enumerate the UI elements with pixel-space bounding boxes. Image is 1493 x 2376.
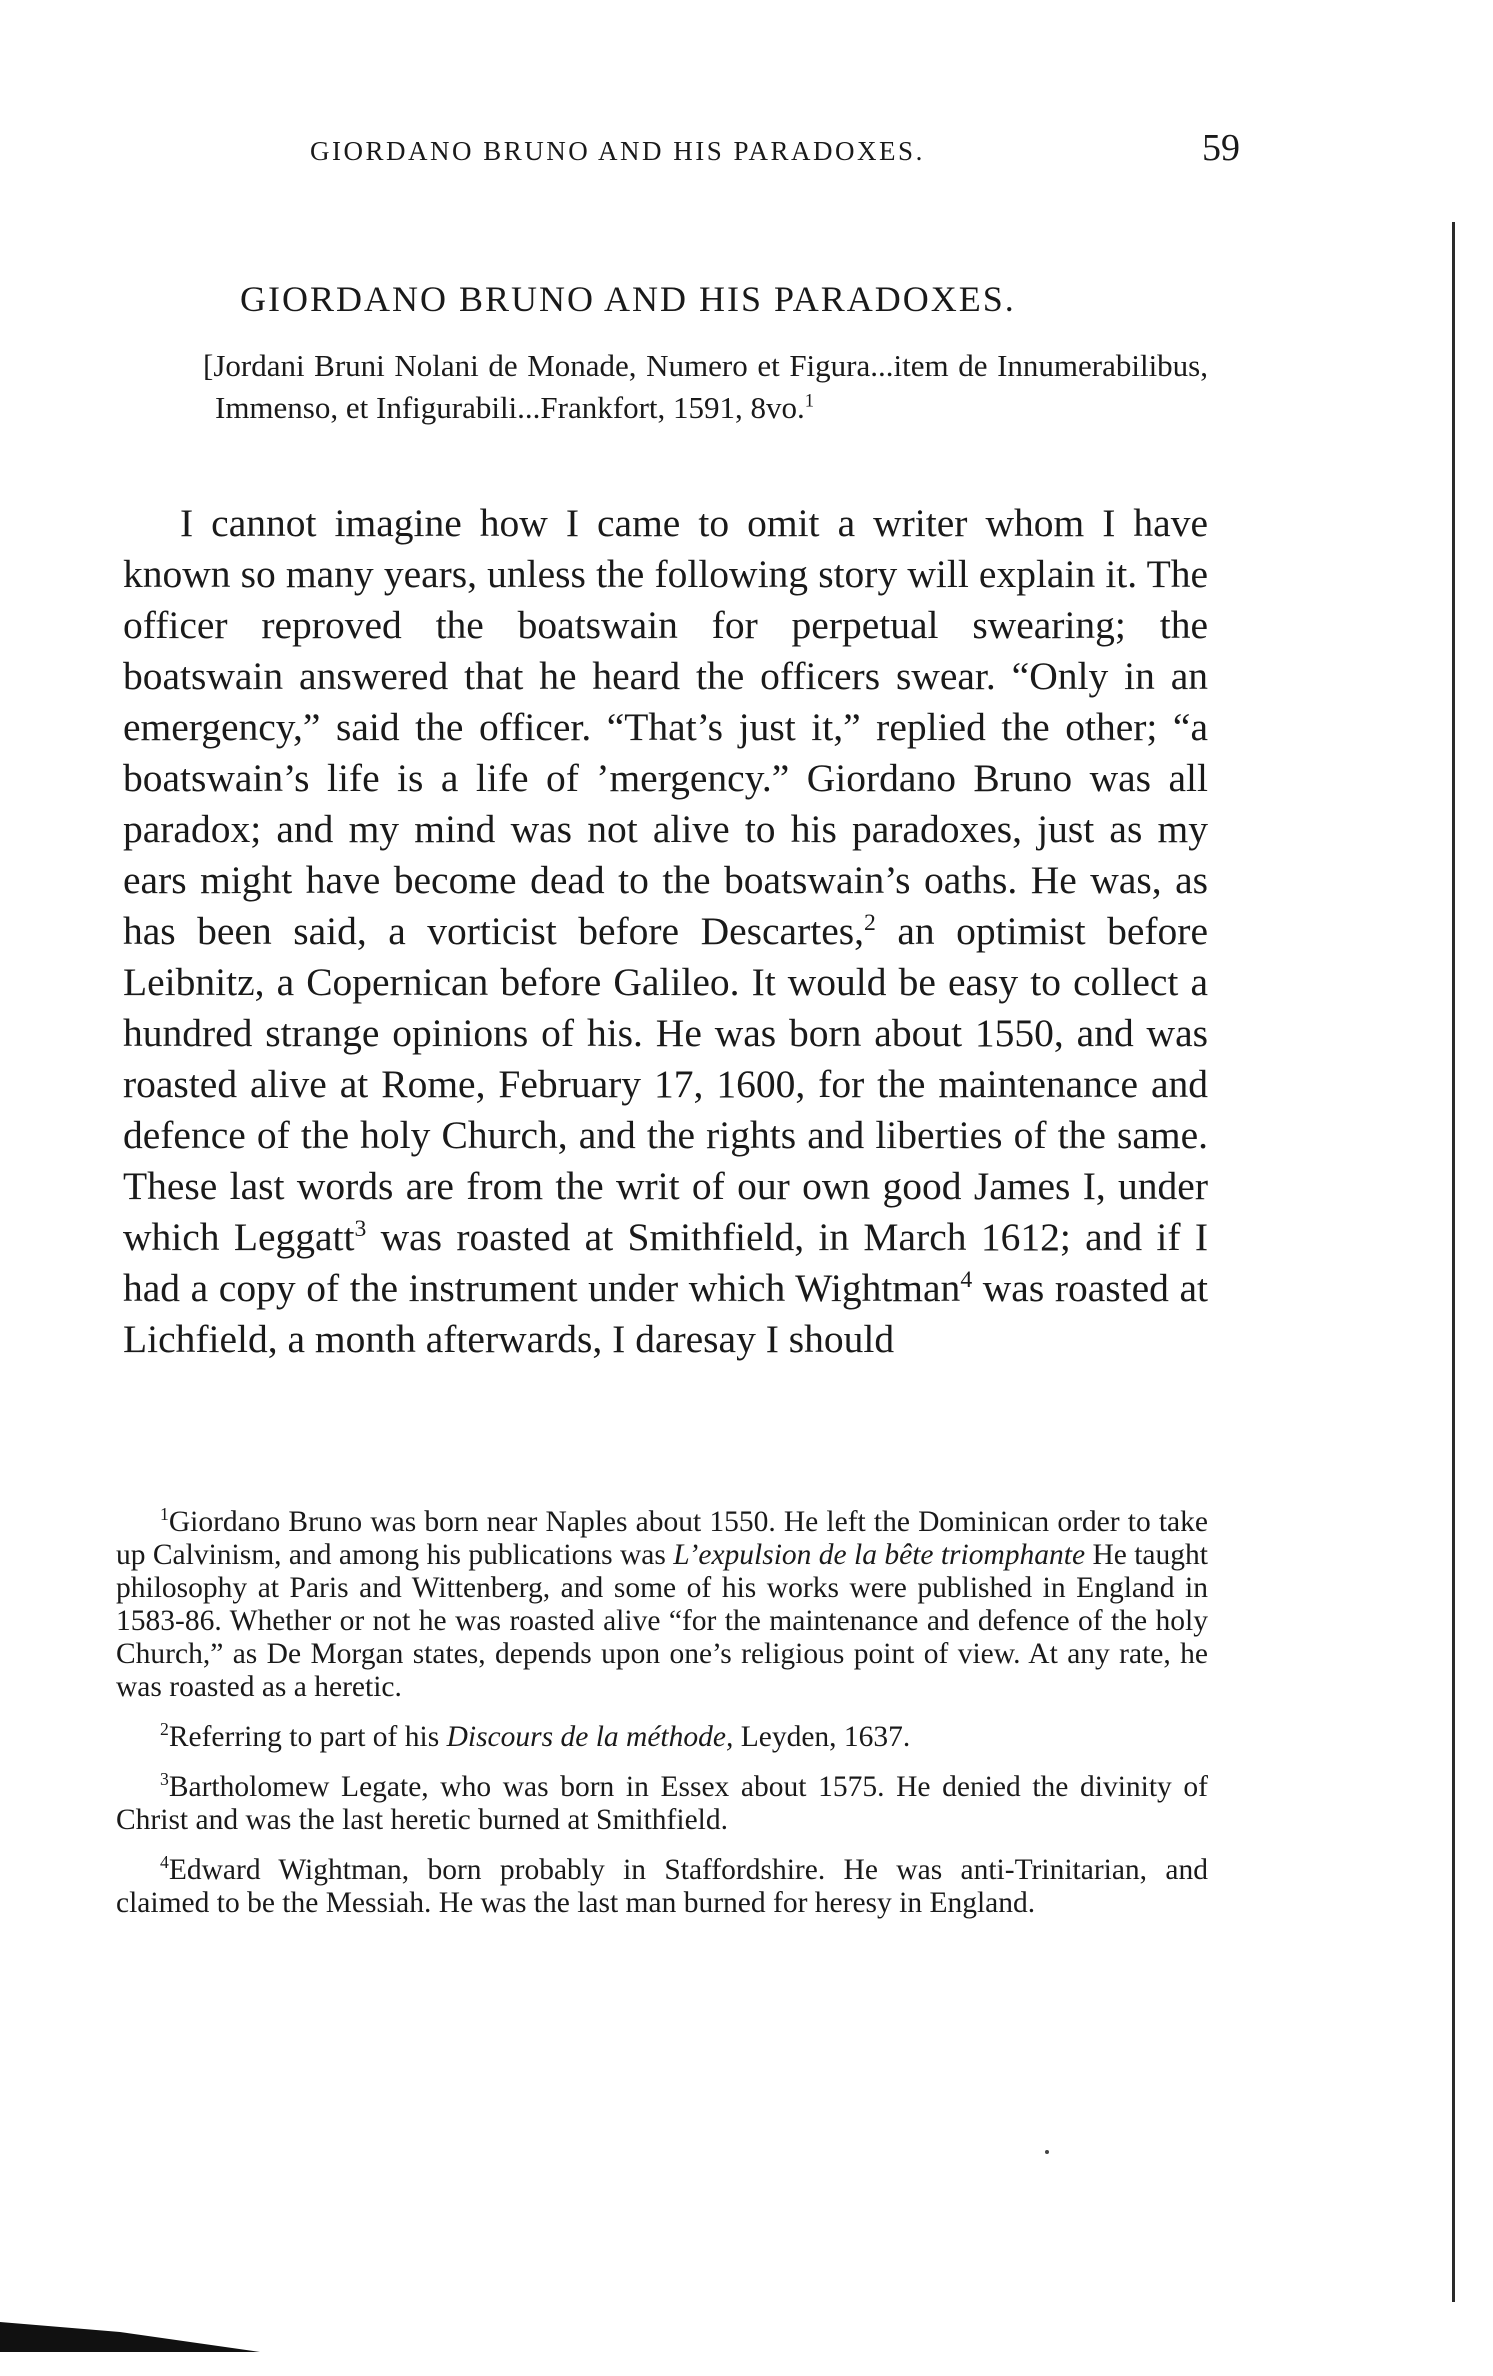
- body-part-3: was roasted at Smithfield, in March 1612; and if I had a copy of the instrument under which Wightman: [123, 1215, 1208, 1310]
- footnote-1: [116, 1506, 1208, 1704]
- footnote-text: Referring to part of his: [168, 1721, 447, 1753]
- footnote-mark: 2: [160, 1719, 169, 1740]
- binding-edge-mark: [0, 2322, 260, 2352]
- footnote-ref-3: 3: [354, 1215, 367, 1242]
- citation-note-ref: 1: [804, 390, 815, 412]
- footnote-mark: 4: [160, 1852, 169, 1873]
- footnote-ref-4: 4: [960, 1266, 973, 1293]
- footnote-text: He taught philosophy at Paris and Wittenberg, and some of his works were published in England in 1583-86. Whether or not he was roasted alive “for the maintenance and defence of the holy Church,” as De Morgan states, depends upon one’s religious point of view. At any rate, he was roasted as a heretic.: [116, 1539, 1208, 1703]
- footnote-2: [116, 1721, 1208, 1754]
- page-number: 59: [1202, 127, 1240, 169]
- running-title: GIORDANO BRUNO AND HIS PARADOXES.: [310, 136, 925, 166]
- footnote-4: [116, 1854, 1208, 1920]
- footnote-mark: 1: [160, 1504, 169, 1525]
- footnote-ref-2: 2: [864, 909, 876, 936]
- print-speck: [1045, 2150, 1049, 2154]
- footnote-text: Bartholomew Legate, who was born in Essex about 1575. He denied the divinity of Christ and was the last heretic burned at Smithfield.: [116, 1771, 1208, 1836]
- footnote-text: Giordano Bruno was born near Naples about 1550. He left the Dominican order to take up Calvinism, and among his publications was: [116, 1506, 1208, 1571]
- citation: [203, 345, 1208, 429]
- footnotes: [116, 1506, 1208, 1937]
- body-part-2: an optimist before Leibnitz, a Copernican before Galileo. It would be easy to collect a hundred strange opinions of his. He was born about 1550, and was roasted alive at Rome, February 17, 1600, for the maintenance and defence of the holy Church, and the rights and liberties of the same. These last words are from the writ of our own good James I, under which Leggatt: [123, 909, 1208, 1259]
- page-edge-line: [1452, 222, 1455, 2302]
- footnote-3: [116, 1771, 1208, 1837]
- footnote-text: Edward Wightman, born probably in Staffordshire. He was anti-Trinitarian, and claimed to be the Messiah. He was the last man burned for heresy in England.: [116, 1854, 1208, 1919]
- footnote-italic: L’expulsion de la bête triomphante: [673, 1539, 1086, 1571]
- body-part-1: I cannot imagine how I came to omit a writer whom I have known so many years, unless the following story will explain it. The officer reproved the boatswain for perpetual swearing; the boatswain answered that he heard the officers swear. “Only in an emergency,” said the officer. “That’s just it,” replied the other; “a boatswain’s life is a life of ’mergency.” Giordano Bruno was all paradox; and my mind was not alive to his paradoxes, just as my ears might have become dead to the boatswain’s oaths. He was, as has been said, a vorticist before Descartes,: [123, 501, 1208, 953]
- body-paragraph: [123, 498, 1208, 1365]
- citation-text: [Jordani Bruni Nolani de Monade, Numero et Figura...item de Innumerabilibus, Immenso, et Infigurabili...Frankfort, 1591, 8vo.: [203, 348, 1208, 425]
- footnote-mark: 3: [160, 1769, 169, 1790]
- body-part-4: was roasted at Lichfield, a month afterwards, I daresay I should: [123, 1266, 1209, 1361]
- running-head: [310, 127, 1240, 178]
- article-title: GIORDANO BRUNO AND HIS PARADOXES.: [240, 279, 1016, 319]
- footnote-italic: Discours de la méthode,: [446, 1721, 734, 1753]
- footnote-text: Leyden, 1637.: [733, 1721, 911, 1753]
